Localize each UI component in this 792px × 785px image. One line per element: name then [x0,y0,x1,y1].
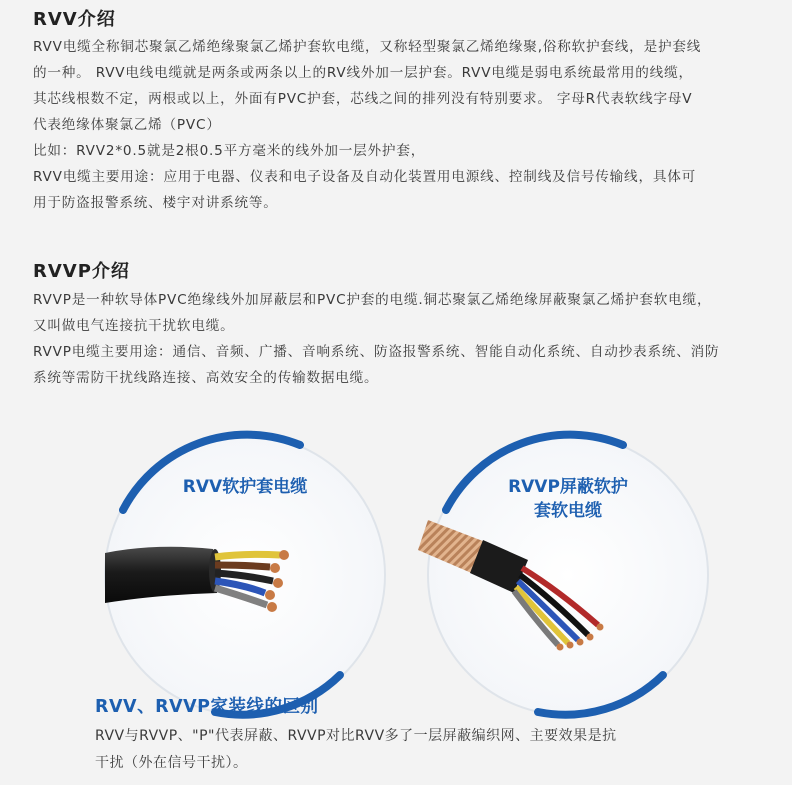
rvvp-heading: RVVP介绍 [33,261,130,282]
difference-line: RVV与RVVP、"P"代表屏蔽、RVVP对比RVV多了一层屏蔽编织网、主要效果是抗 [95,728,617,744]
rvvp-line: 又叫做电气连接抗干扰软电缆。 [33,318,235,334]
rvv-line: 用于防盗报警系统、楼宇对讲系统等。 [33,195,278,211]
rvvp-card-label-line: RVVP屏蔽软护 [508,477,628,497]
rvv-line: 代表绝缘体聚氯乙烯（PVC） [33,117,221,133]
rvv-line: RVV电缆全称铜芯聚氯乙烯绝缘聚氯乙烯护套软电缆，又称轻型聚氯乙烯绝缘聚,俗称软护套线，是护套线 [33,39,702,55]
rvvp-line: RVVP电缆主要用途：通信、音频、广播、音响系统、防盗报警系统、智能自动化系统、自动抄表系统、消防 [33,344,720,360]
rvvp-cable-card [418,425,718,725]
rvv-cable-illustration [95,425,395,725]
rvv-line: 其芯线根数不定，两根或以上，外面有PVC护套，芯线之间的排列没有特别要求。 字母R代表软线字母V [33,91,693,107]
rvv-line: RVV电缆主要用途：应用于电器、仪表和电子设备及自动化装置用电源线、控制线及信号传输线，具体可 [33,169,697,185]
rvvp-card-label-line: 套软电缆 [534,501,602,521]
rvv-line: 比如：RVV2*0.5就是2根0.5平方毫米的线外加一层外护套， [33,143,426,159]
rvvp-card-label [418,475,718,523]
rvv-line: 的一种。 RVV电线电缆就是两条或两条以上的RV线外加一层护套。RVV电缆是弱电系统最常用的线缆， [33,65,693,81]
rvv-heading: RVV介绍 [33,9,116,30]
rvvp-section [33,260,773,391]
difference-title: RVV、RVVP家装线的区别 [95,697,319,717]
rvvp-line: 系统等需防干扰线路连接、高效安全的传输数据电缆。 [33,370,379,386]
rvvp-cable-illustration [418,425,718,725]
rvv-card-label: RVV软护套电缆 [182,477,308,497]
difference-section [95,695,755,777]
difference-line: 干扰（外在信号干扰）。 [95,755,248,771]
rvvp-line: RVVP是一种软导体PVC绝缘线外加屏蔽层和PVC护套的电缆.铜芯聚氯乙烯绝缘屏蔽聚氯乙烯护套软电缆， [33,292,712,308]
rvv-cable-card [95,425,395,725]
rvv-section [33,8,773,216]
